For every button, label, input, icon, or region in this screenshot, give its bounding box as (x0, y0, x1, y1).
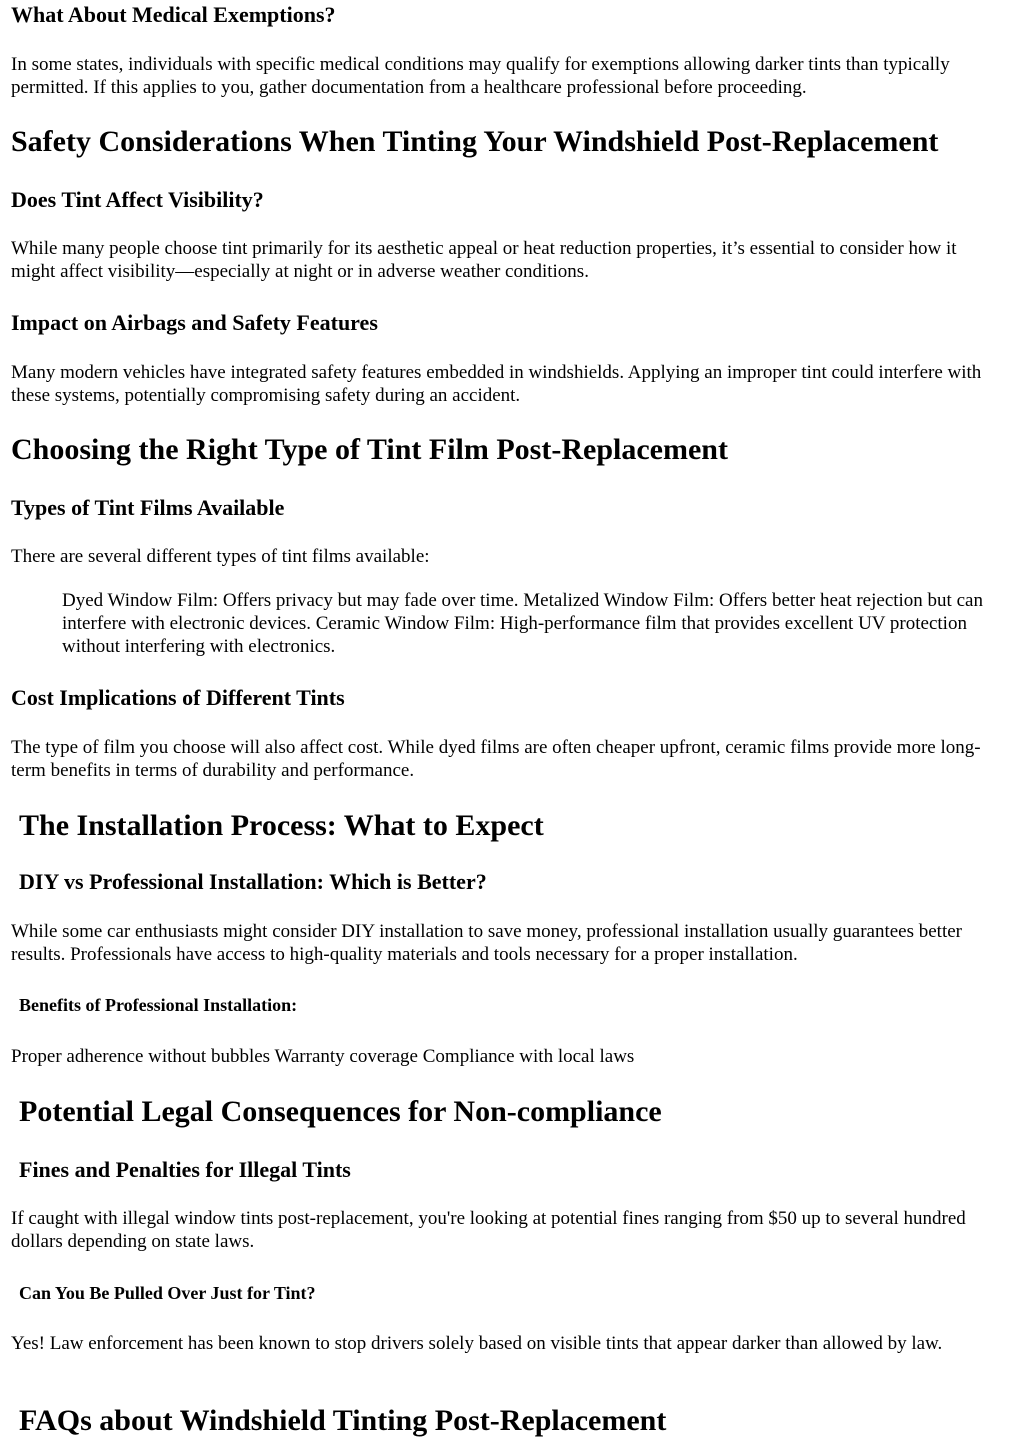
diy-heading: DIY vs Professional Installation: Which is Better? (19, 869, 487, 894)
legal-section-title: Potential Legal Consequences for Non-compliance (19, 1095, 662, 1128)
visibility-heading: Does Tint Affect Visibility? (11, 187, 264, 212)
cost-heading: Cost Implications of Different Tints (11, 685, 345, 710)
pulled-over-heading: Can You Be Pulled Over Just for Tint? (19, 1283, 316, 1303)
safety-section-title: Safety Considerations When Tinting Your Windshield Post-Replacement (11, 125, 939, 158)
visibility-paragraph: While many people choose tint primarily for its aesthetic appeal or heat reduction properties, it’s essential to consider how it might affect visibility—especially at night or in adverse weather conditions. (11, 238, 957, 282)
pulled-over-paragraph: Yes! Law enforcement has been known to stop drivers solely based on visible tints that appear darker than allowed by law. (11, 1333, 943, 1354)
airbags-paragraph: Many modern vehicles have integrated safety features embedded in windshields. Applying an improper tint could interfere with these systems, potentially compromising safety during an accident. (11, 362, 982, 406)
benefits-paragraph: Proper adherence without bubbles Warranty coverage Compliance with local laws (11, 1046, 635, 1067)
fines-heading: Fines and Penalties for Illegal Tints (19, 1157, 351, 1182)
choosing-section-title: Choosing the Right Type of Tint Film Post-Replacement (11, 433, 728, 466)
tint-types-list: Dyed Window Film: Offers privacy but may fade over time. Metalized Window Film: Offers better heat rejection but can interfere with electronic devices. Ceramic Window Film: High-performance film that provides excellent UV protection without interfering with electronics. (62, 590, 983, 657)
airbags-heading: Impact on Airbags and Safety Features (11, 310, 378, 335)
medical-exemptions-heading: What About Medical Exemptions? (11, 2, 336, 27)
installation-section-title: The Installation Process: What to Expect (19, 809, 544, 842)
diy-paragraph: While some car enthusiasts might consider DIY installation to save money, professional installation usually guarantees better results. Professionals have access to high-quality materials and tools necessary for a proper installation. (11, 921, 962, 965)
benefits-heading: Benefits of Professional Installation: (19, 995, 298, 1015)
medical-exemptions-paragraph: In some states, individuals with specific medical conditions may qualify for exemptions allowing darker tints than typically permitted. If this applies to you, gather documentation from a healthcare professional before proceeding. (11, 54, 950, 98)
cost-paragraph: The type of film you choose will also affect cost. While dyed films are often cheaper upfront, ceramic films provide more long-term benefits in terms of durability and performance. (11, 737, 981, 781)
faq-section-title: FAQs about Windshield Tinting Post-Replacement (19, 1404, 667, 1437)
tint-types-intro: There are several different types of tint films available: (11, 546, 430, 567)
tint-types-heading: Types of Tint Films Available (11, 495, 285, 520)
fines-paragraph: If caught with illegal window tints post-replacement, you're looking at potential fines ranging from $50 up to several hundred dollars depending on state laws. (11, 1208, 966, 1252)
